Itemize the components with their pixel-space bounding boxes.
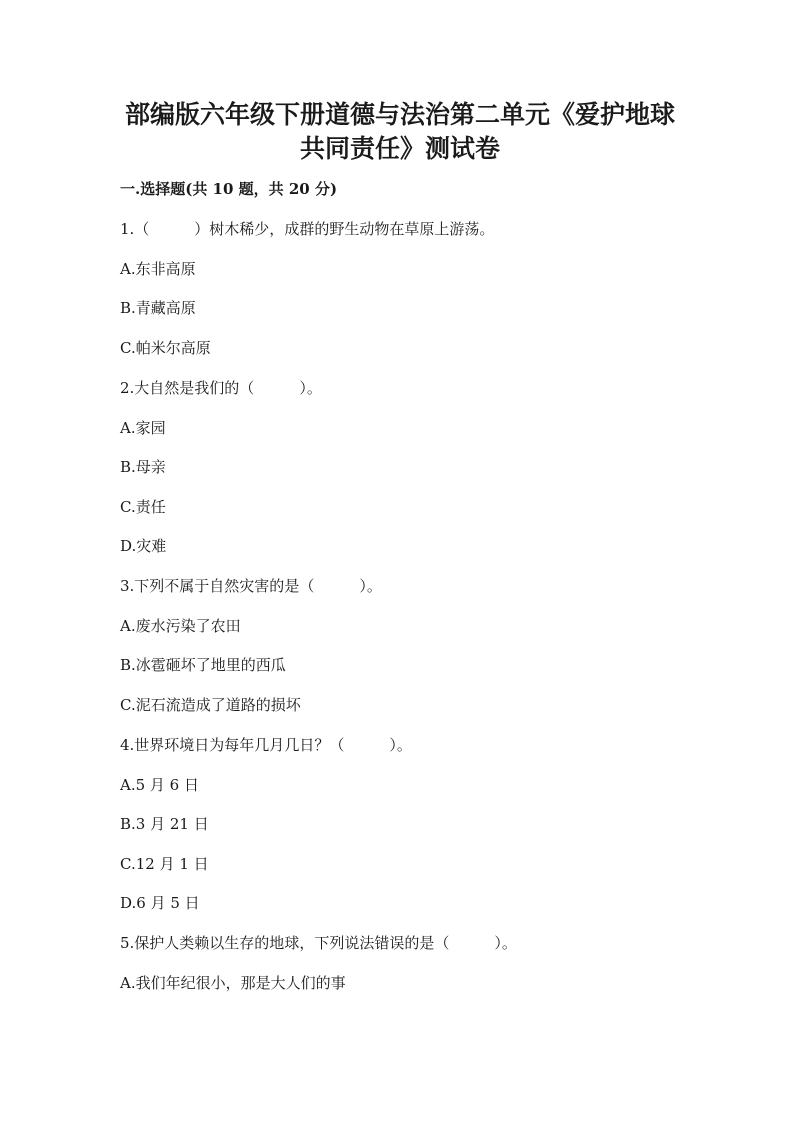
answer-option: B.青藏高原 xyxy=(120,299,196,317)
answer-option: C.12 月 1 日 xyxy=(120,855,209,873)
answer-option: A.5 月 6 日 xyxy=(120,776,199,794)
answer-option: B.母亲 xyxy=(120,458,166,476)
answer-option: C.泥石流造成了道路的损坏 xyxy=(120,696,301,714)
question-stem: 5.保护人类赖以生存的地球，下列说法错误的是（ ）。 xyxy=(120,934,517,952)
answer-option: D.6 月 5 日 xyxy=(120,894,200,912)
answer-option: A.家园 xyxy=(120,419,166,437)
answer-option: D.灾难 xyxy=(120,537,167,555)
answer-option: B.冰雹砸坏了地里的西瓜 xyxy=(120,656,286,674)
answer-option: A.废水污染了农田 xyxy=(120,617,241,635)
answer-option: A.我们年纪很小，那是大人们的事 xyxy=(120,974,346,992)
exam-title-line-2: 共同责任》测试卷 xyxy=(299,134,500,163)
question-stem: 3.下列不属于自然灾害的是（ ）。 xyxy=(120,577,382,595)
question-stem: 2.大自然是我们的（ ）。 xyxy=(120,379,322,397)
section-heading: 一.选择题(共 10 题，共 20 分) xyxy=(120,180,338,198)
answer-option: C.帕米尔高原 xyxy=(120,339,211,357)
answer-option: A.东非高原 xyxy=(120,260,196,278)
answer-option: B.3 月 21 日 xyxy=(120,815,209,833)
exam-title-line-1: 部编版六年级下册道德与法治第二单元《爱护地球 xyxy=(124,100,675,129)
question-stem: 1.（ ）树木稀少，成群的野生动物在草原上游荡。 xyxy=(120,220,495,238)
question-stem: 4.世界环境日为每年几月几日？（ ）。 xyxy=(120,736,412,754)
answer-option: C.责任 xyxy=(120,498,166,516)
